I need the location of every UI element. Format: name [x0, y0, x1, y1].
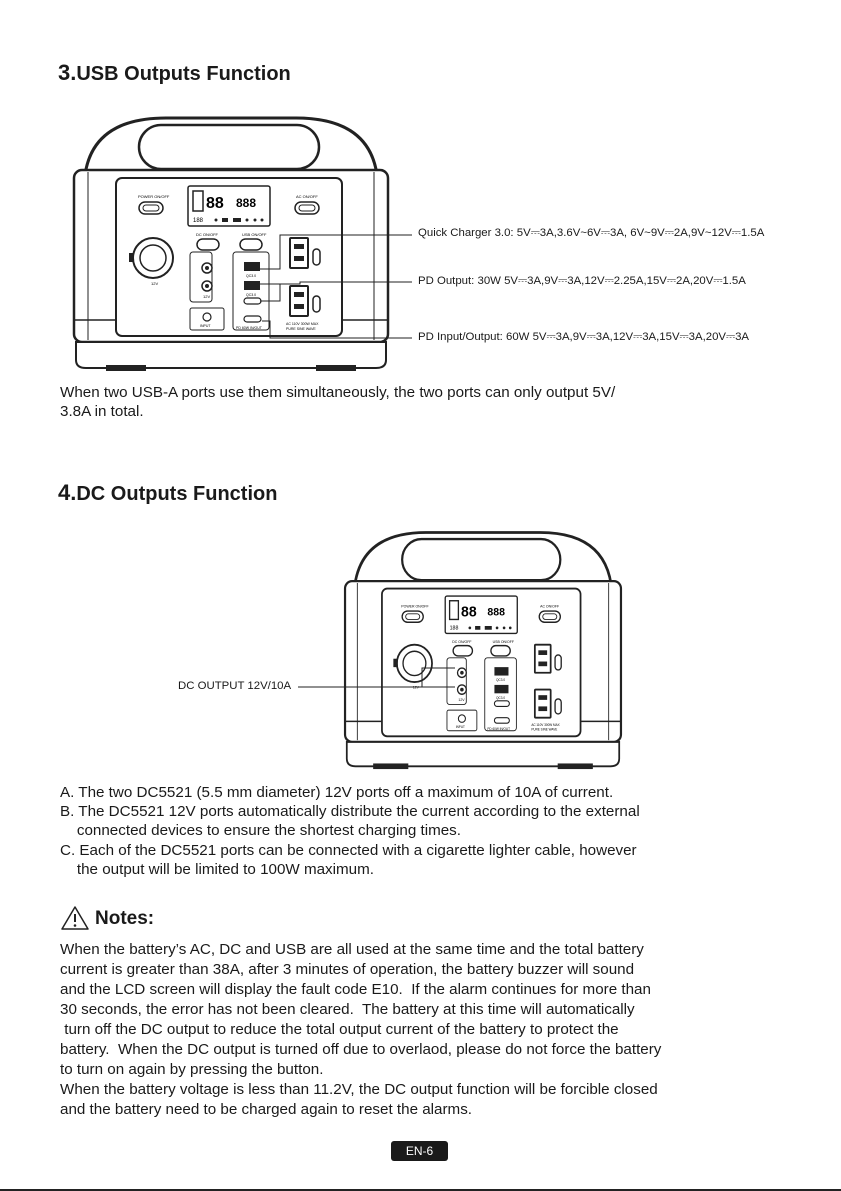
- qc-label-1: QC3.0: [246, 274, 257, 278]
- qc-label-4: QC3.0: [496, 695, 506, 700]
- input-label-2: INPUT: [455, 724, 465, 729]
- notes-line-6: battery. When the DC output is turned off due to overlaod, please do not force the battery: [60, 1041, 662, 1058]
- lcd-big-digits-2: 88: [461, 604, 477, 621]
- ac-label-3: AC 110V 300W MAX: [531, 722, 560, 728]
- usb-note-line-2: 3.8A in total.: [60, 403, 144, 420]
- section-3-heading: [58, 60, 291, 86]
- callout-pd-output: PD Output: 30W 5V⎓3A,9V⎓3A,12V⎓2.25A,15V⎓2A,20V⎓1.5A: [418, 275, 746, 287]
- usb-button-label: USB ON/OFF: [242, 232, 267, 237]
- notes-line-3: and the LCD screen will display the fault code E10. If the alarm continues for more than: [60, 981, 651, 998]
- qc-label-2: QC3.0: [246, 293, 257, 297]
- dc-item-b-cont: connected devices to ensure the shortest charging times.: [60, 822, 462, 839]
- usb-callout-lines: [200, 225, 420, 345]
- notes-line-2: current is greater than 38A, after 3 minutes of operation, the battery buzzer will sound: [60, 961, 635, 978]
- ac-button-label-2: AC ON/OFF: [540, 604, 560, 609]
- warning-icon: [60, 905, 90, 931]
- lcd-small-digits: 888: [236, 196, 257, 210]
- notes-line-5: turn off the DC output to reduce the total output current of the battery to protect the: [60, 1021, 619, 1038]
- ac-label-1: AC 110V 300W MAX: [286, 322, 319, 326]
- lcd-percent: 188: [193, 218, 204, 224]
- notes-line-9: and the battery need to be charged again to reset the alarms.: [60, 1101, 473, 1118]
- notes-line-4: 30 seconds, the error has not been cleared. The battery at this time will automatically: [60, 1001, 635, 1018]
- car-socket-label-2: 12V: [412, 685, 419, 690]
- power-button-label: POWER ON/OFF: [138, 194, 170, 199]
- section-4-number: 4.: [58, 480, 77, 505]
- input-label: INPUT: [200, 324, 211, 328]
- dc-button-2[interactable]: [453, 646, 472, 656]
- callout-quick-charger: Quick Charger 3.0: 5V⎓3A,3.6V~6V⎓3A, 6V~9V⎓2A,9V~12V⎓1.5A: [418, 227, 765, 239]
- dc-item-c-cont: the output will be limited to 100W maximum.: [60, 861, 374, 878]
- dc-item-a: A. The two DC5521 (5.5 mm diameter) 12V ports off a maximum of 10A of current.: [60, 784, 614, 801]
- car-socket-label: 12V: [151, 281, 159, 286]
- pd-label-2: PD 60W IN/OUT: [487, 726, 510, 731]
- dc-item-c: C. Each of the DC5521 ports can be connected with a cigarette lighter cable, however: [60, 842, 637, 859]
- power-station-illustration-dc: [338, 525, 628, 770]
- notes-line-7: to turn on again by pressing the button.: [60, 1061, 324, 1078]
- qc-label-3: QC3.0: [496, 678, 506, 683]
- ac-label-4: PURE SINE WAVE: [531, 727, 558, 732]
- section-3-title: USB Outputs Function: [76, 63, 291, 85]
- section-4-heading: [58, 480, 277, 506]
- notes-line-8: When the battery voltage is less than 11.2V, the DC output function will be forcible closed: [60, 1081, 658, 1098]
- notes-line-1: When the battery’s AC, DC and USB are all used at the same time and the total battery: [60, 941, 644, 958]
- dc-item-b: B. The DC5521 12V ports automatically distribute the current according to the external: [60, 803, 640, 820]
- usb-button-2[interactable]: [491, 646, 510, 656]
- dc-button-label: DC ON/OFF: [196, 232, 218, 237]
- notes-title: Notes:: [95, 908, 155, 929]
- lcd-small-digits-2: 888: [487, 606, 505, 619]
- section-4-title: DC Outputs Function: [76, 483, 278, 505]
- page-number-badge: EN-6: [391, 1141, 448, 1161]
- pd-label: PD 60W IN/OUT: [236, 326, 262, 330]
- usb-button-label-2: USB ON/OFF: [492, 639, 515, 644]
- dc-button-label-2: DC ON/OFF: [452, 639, 472, 644]
- callout-pd-input-output: PD Input/Output: 60W 5V⎓3A,9V⎓3A,12V⎓3A,15V⎓3A,20V⎓3A: [418, 331, 750, 343]
- dc-port-label: 12V: [203, 294, 211, 299]
- ac-button-label: AC ON/OFF: [296, 194, 318, 199]
- lcd-big-digits: 88: [206, 195, 224, 212]
- ac-label-2: PURE SINE WAVE: [286, 327, 316, 331]
- usb-note-line-1: When two USB-A ports use them simultaneously, the two ports can only output 5V/: [60, 384, 616, 401]
- callout-dc-output: DC OUTPUT 12V/10A: [178, 680, 292, 692]
- power-button-label-2: POWER ON/OFF: [401, 604, 429, 609]
- lcd-percent-2: 188: [449, 625, 459, 632]
- dc-port-label-2: 12V: [458, 697, 465, 702]
- dc-callout-lines: [290, 660, 470, 700]
- section-3-number: 3.: [58, 60, 77, 85]
